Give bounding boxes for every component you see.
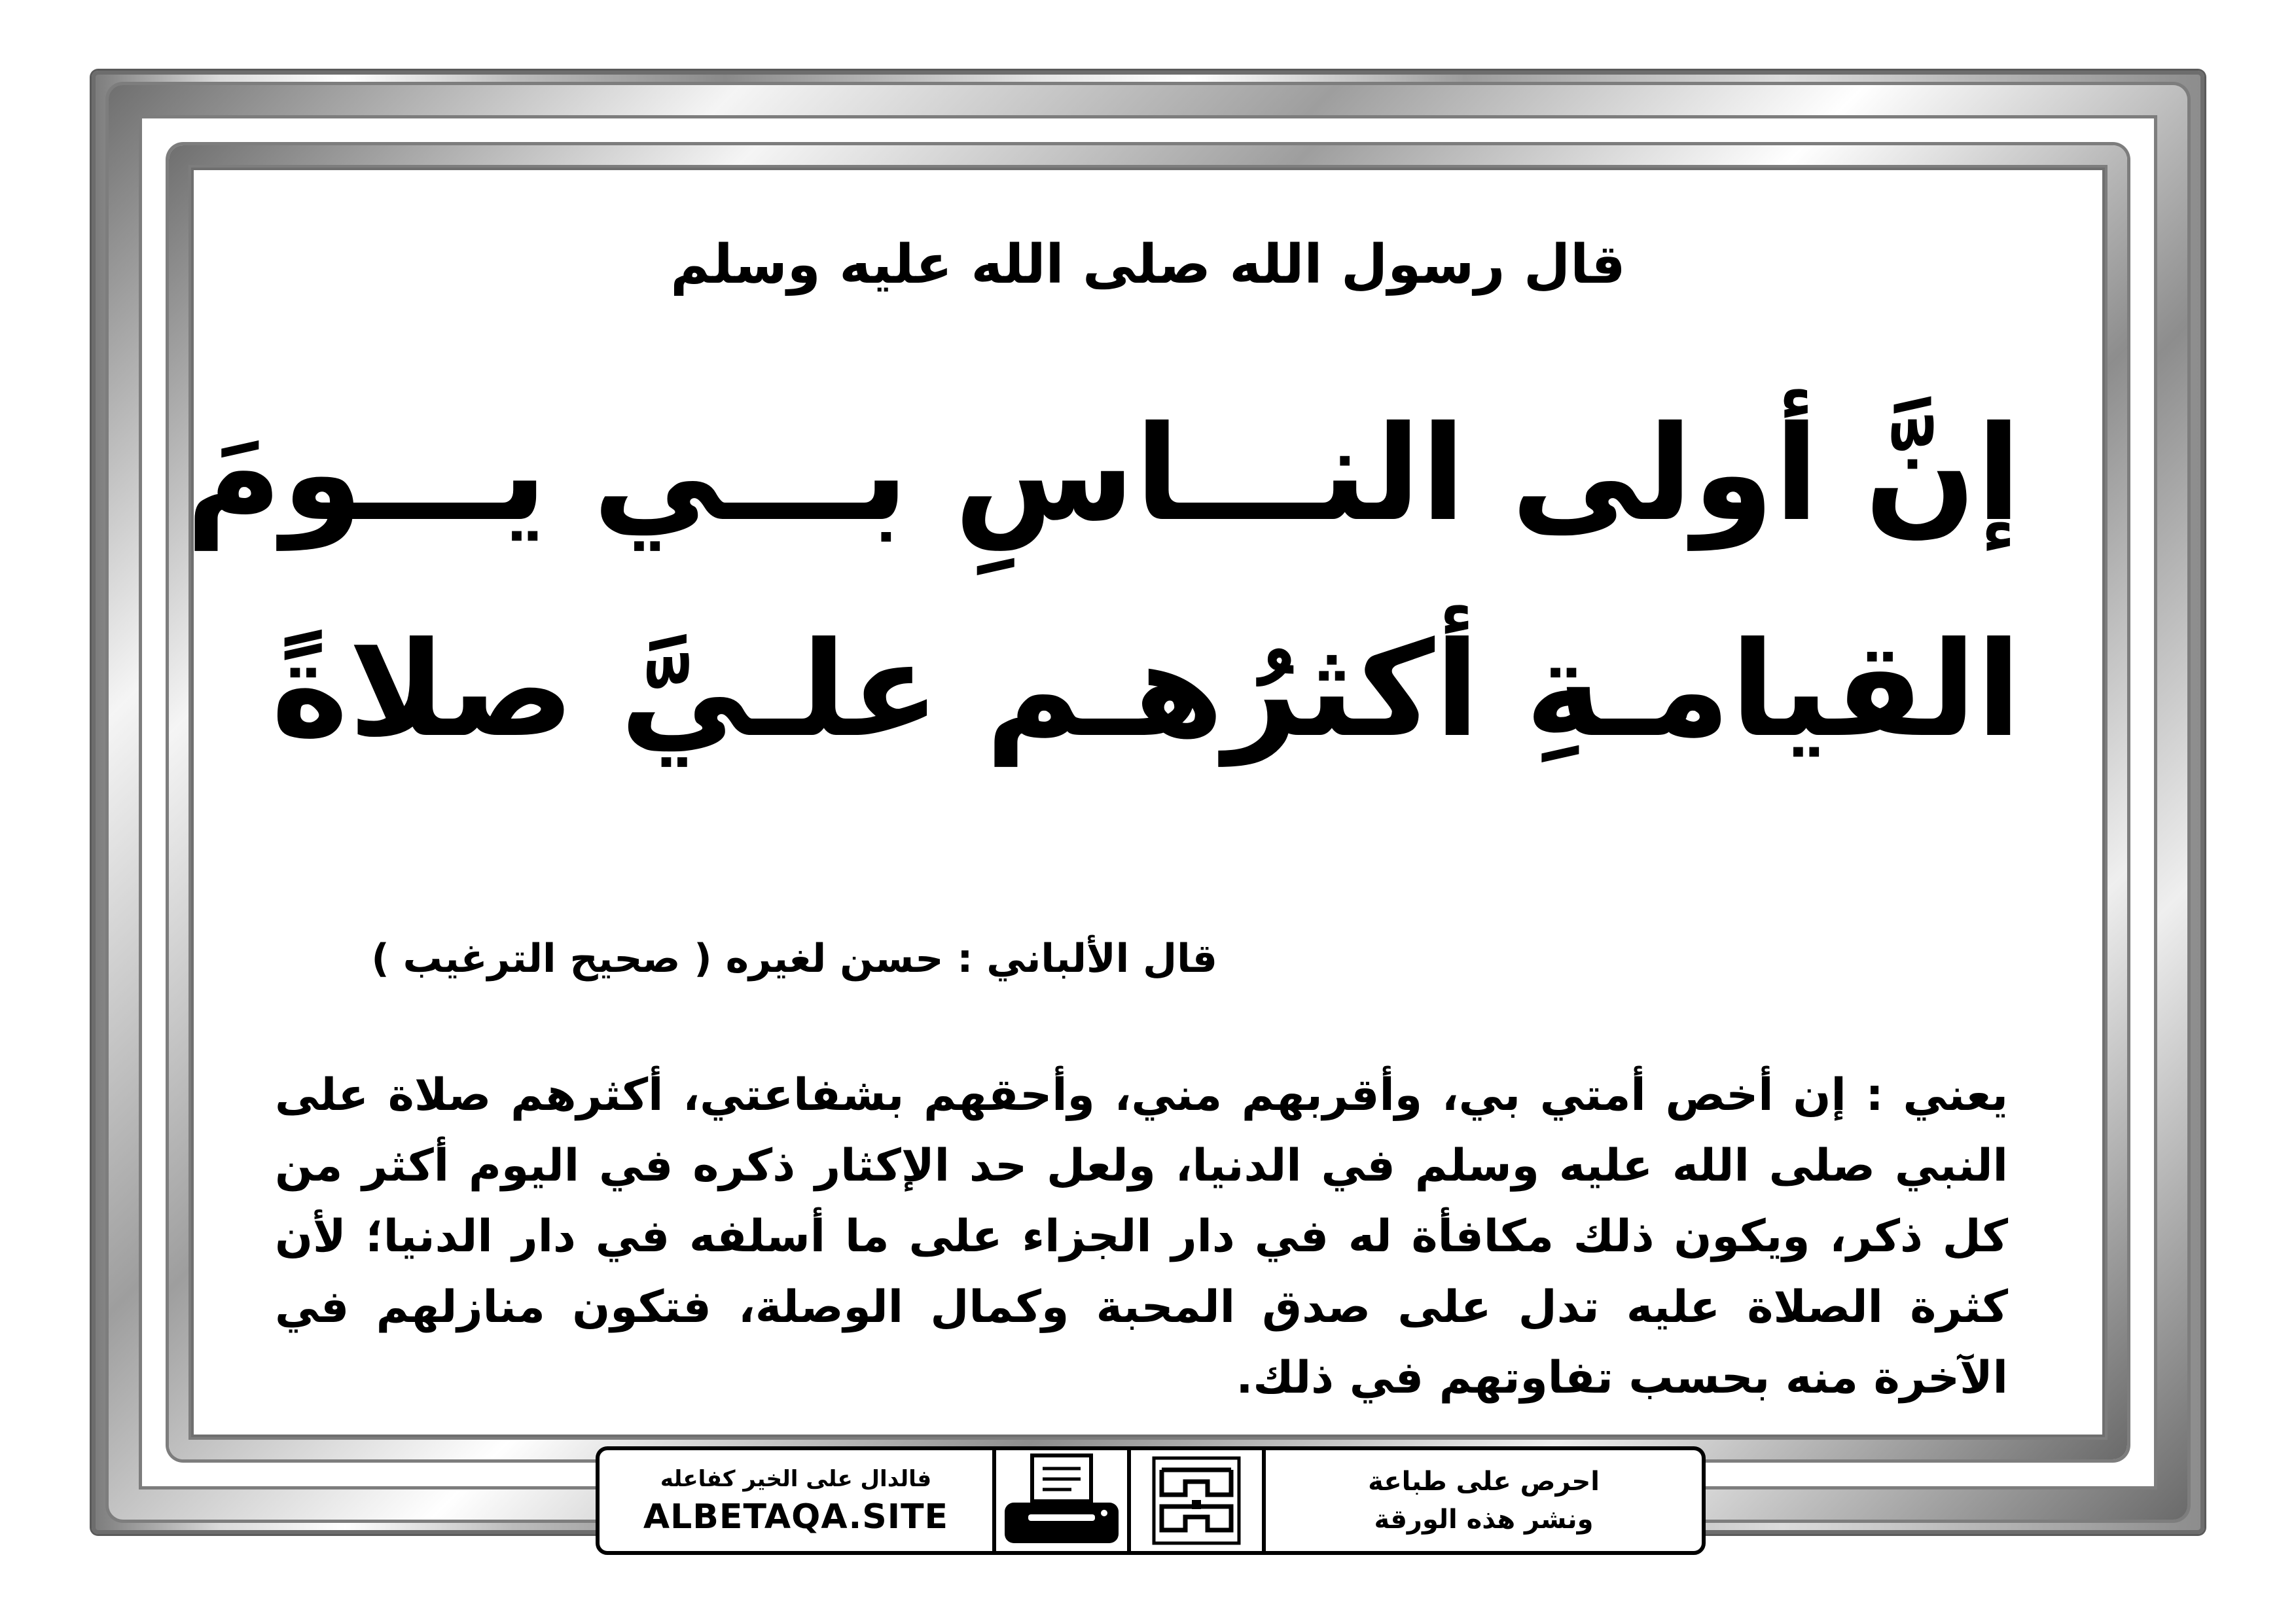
footer-banner	[596, 1446, 1706, 1555]
hadith-text	[185, 366, 2021, 798]
site-url[interactable]: ALBETAQA.SITE	[643, 1497, 949, 1537]
hadith-grading: قال الألباني : حسن لغيره ( صحيح الترغيب )	[371, 936, 1217, 982]
hadith-explanation: يعني : إن أخص أمتي بي، وأقربهم مني، وأحقهم بشفاعتي، أكثرهم صلاة على النبي صلى الله عليه وسلم في الدنيا، ولعل حد الإكثار ذكره في اليوم أكثر من كل ذكر، ويكون ذلك مكافأة له في دار الجزاء على ما أسلفه في دار الدنيا؛ لأن كثرة الصلاة عليه تدل على صدق المحبة وكمال الوصلة، فتكون منازلهم في الآخرة منه بحسب تفاوتهم في ذلك.	[275, 1069, 2008, 1404]
hadith-line-2: القيامـةِ أكثرُهـم علـيَّ صلاةً	[271, 614, 2021, 766]
cta-line-1: احرص على طباعة	[1368, 1467, 1600, 1497]
logo-block	[1127, 1450, 1266, 1551]
hadith-line-1: إنَّ أولى النـــاسِ بـــي يـــومَ	[185, 398, 2021, 550]
printer-icon-svg	[999, 1452, 1124, 1550]
cta-block	[1266, 1450, 1702, 1551]
footer-tagline: فالدال على الخير كفاعله	[660, 1466, 932, 1492]
hadith-intro: قال رسول الله صلى الله عليه وسلم	[670, 234, 1626, 296]
logo-icon	[1147, 1452, 1246, 1550]
printer-icon	[996, 1450, 1127, 1551]
site-block	[600, 1450, 996, 1551]
cta-line-2: ونشر هذه الورقة	[1374, 1505, 1594, 1535]
